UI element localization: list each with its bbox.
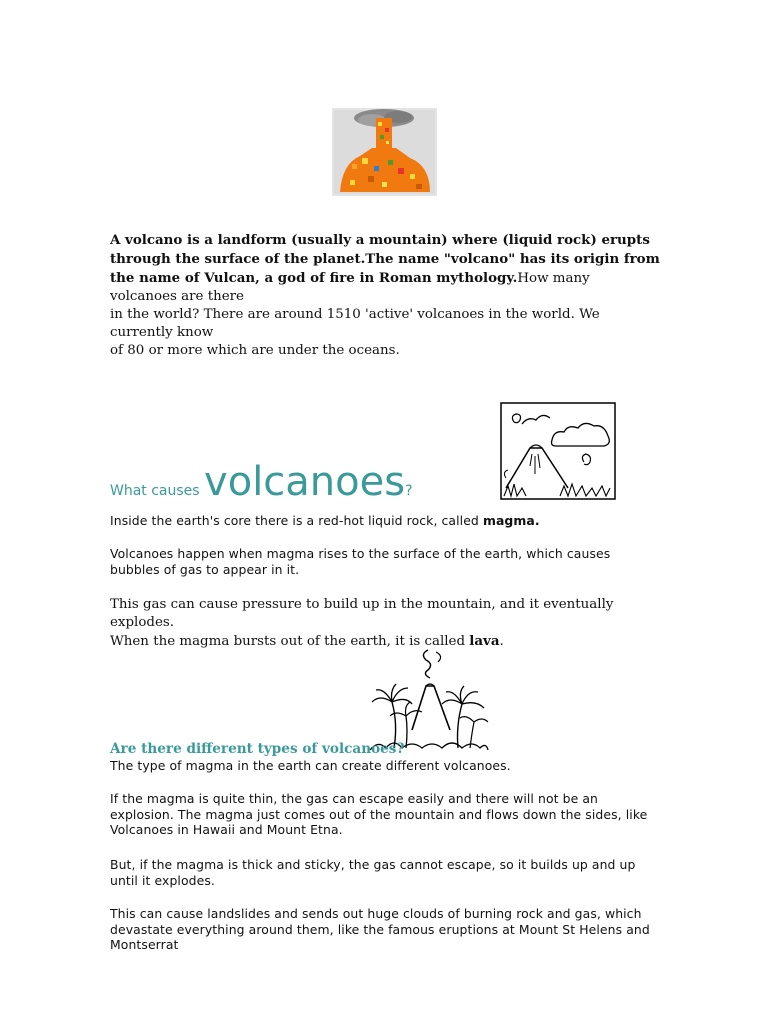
heading-suffix: ? — [405, 483, 413, 499]
section1-p3-end: . — [499, 634, 504, 649]
section2-p1: The type of magma in the earth can create different volcanoes. — [110, 758, 511, 773]
intro-paragraph — [110, 231, 660, 360]
section2-p3: But, if the magma is thick and sticky, the gas cannot escape, so it builds up and up until it explodes. — [110, 857, 636, 888]
volcano-island-image — [366, 644, 490, 756]
section2-p4: This can cause landslides and sends out huge clouds of burning rock and gas, which devastate everything around them, like the famous eruptions at Mount St Helens and Montserrat — [110, 906, 650, 952]
page-heading — [110, 459, 413, 505]
intro-text-1: How many volcanoes are there — [110, 271, 590, 304]
section1-p1-text: Inside the earth's core there is a red-hot liquid rock, called — [110, 513, 483, 528]
volcano-island-palm-trees-icon — [366, 644, 490, 756]
heading-big-word: volcanoes — [204, 459, 406, 505]
volcano-sketch-image — [500, 402, 616, 500]
intro-text-3: of 80 or more which are under the oceans. — [110, 343, 400, 358]
section1-p2: Volcanoes happen when magma rises to the surface of the earth, which causes bubbles of gas to appear in it. — [110, 546, 611, 577]
section1-p3-line1: This gas can cause pressure to build up in the mountain, and it eventually explodes. — [110, 597, 614, 630]
heading-prefix: What causes — [110, 483, 205, 499]
volcano-sketch-icon — [500, 402, 616, 500]
section1-p1-bold: magma. — [482, 513, 540, 528]
intro-bold-text: A volcano is a landform (usually a mountain) where (liquid rock) erupts through the surface of the planet.The name "volcano" has its origin from the name of Vulcan, a god of fire in Roman mythology. — [110, 232, 660, 286]
section2-p2: If the magma is quite thin, the gas can escape easily and there will not be an explosion. The magma just comes out of the mountain and flows down the sides, like Volcanoes in Hawaii and Mount Etna. — [110, 791, 648, 837]
erupting-volcano-image — [332, 108, 437, 196]
section2-heading: Are there different types of volcanoes? — [110, 741, 405, 757]
section1-p1 — [110, 513, 670, 529]
intro-text-2: in the world? There are around 1510 'active' volcanoes in the world. We currently know — [110, 307, 600, 340]
section1-p3-bold: lava — [469, 633, 500, 649]
section1-p3 — [110, 596, 670, 651]
erupting-volcano-icon — [332, 108, 437, 196]
section1-p3-line2: When the magma bursts out of the earth, it is called — [110, 634, 470, 649]
